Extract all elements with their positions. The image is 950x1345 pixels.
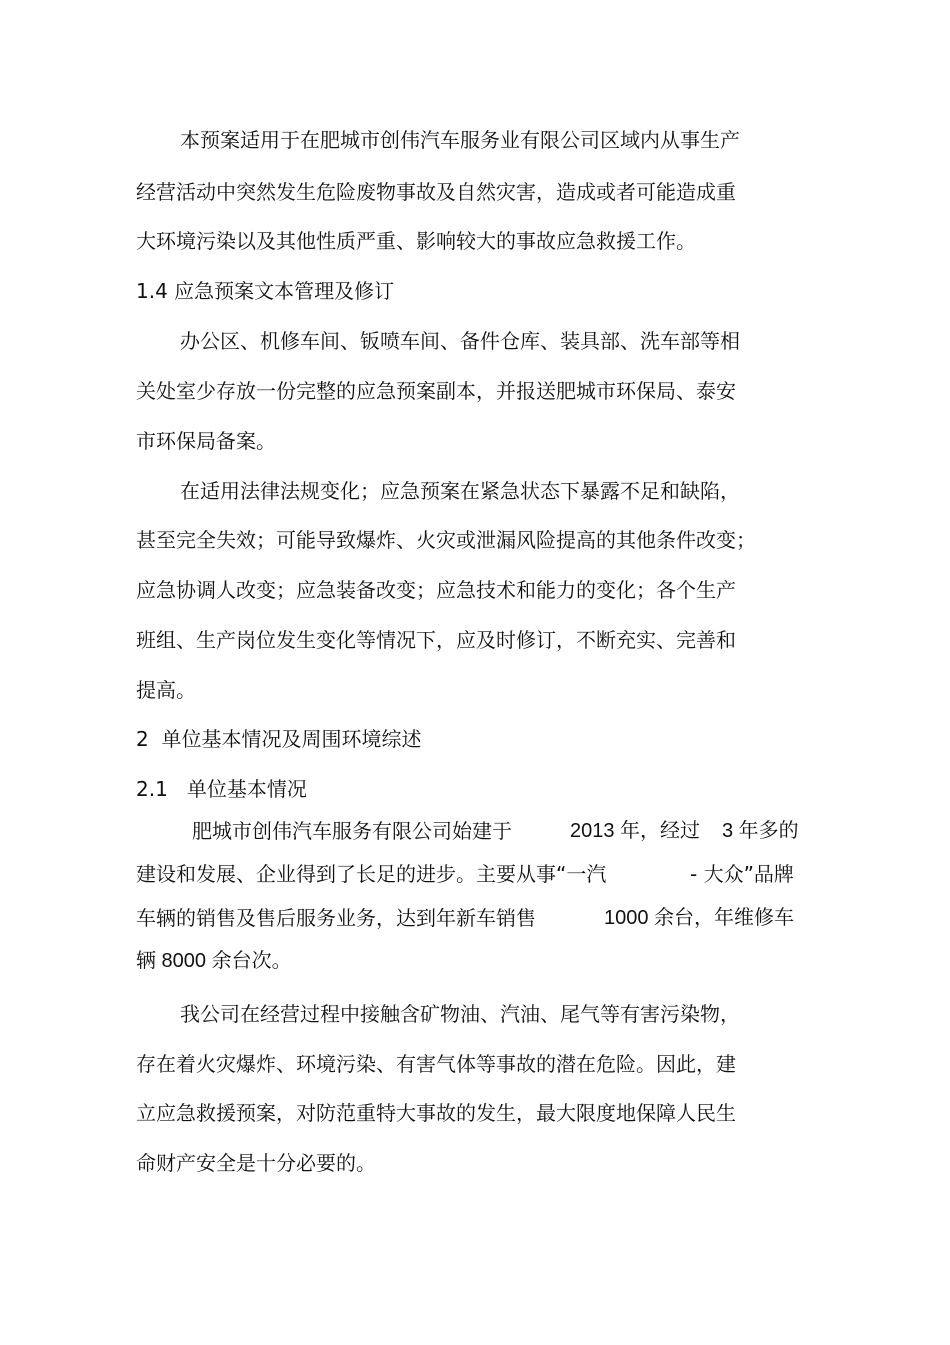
paragraph-revision-line-3: 应急协调人改变；应急装备改变；应急技术和能力的变化；各个生产 (136, 578, 736, 602)
paragraph-company-line-2b: - 大众”品牌 (690, 862, 794, 886)
paragraph-company-line-1a: 肥城市创伟汽车服务有限公司始建于 (192, 819, 512, 843)
paragraph-revision-line-5: 提高。 (136, 678, 196, 702)
section-heading-1-4: 1.4 应急预案文本管理及修订 (136, 279, 395, 303)
paragraph-storage-line-2: 关处室少存放一份完整的应急预案副本，并报送肥城市环保局、泰安 (136, 379, 736, 403)
paragraph-scope-line-1: 本预案适用于在肥城市创伟汽车服务业有限公司区域内从事生产 (180, 128, 740, 152)
paragraph-storage-line-1: 办公区、机修车间、钣喷车间、备件仓库、装具部、洗车部等相 (180, 329, 740, 353)
paragraph-risk-line-2: 存在着火灾爆炸、环境污染、有害气体等事故的潜在危险。因此，建 (136, 1052, 736, 1076)
paragraph-revision-line-2: 甚至完全失效；可能导致爆炸、火灾或泄漏风险提高的其他条件改变； (136, 528, 756, 552)
paragraph-company-line-1c: 3 年多的 (722, 820, 799, 842)
paragraph-risk-line-1: 我公司在经营过程中接触含矿物油、汽油、尾气等有害污染物， (180, 1002, 740, 1026)
paragraph-scope-line-2: 经营活动中突然发生危险废物事故及自然灾害，造成或者可能造成重 (136, 180, 736, 204)
paragraph-scope-line-3: 大环境污染以及其他性质严重、影响较大的事故应急救援工作。 (136, 229, 696, 253)
paragraph-risk-line-4: 命财产安全是十分必要的。 (136, 1151, 376, 1175)
paragraph-revision-line-4: 班组、生产岗位发生变化等情况下，应及时修订，不断充实、完善和 (136, 628, 736, 652)
paragraph-company-line-1b: 2013 年，经过 (570, 820, 701, 842)
paragraph-company-line-2a: 建设和发展、企业得到了长足的进步。主要从事“一汽 (136, 862, 607, 886)
paragraph-risk-line-3: 立应急救援预案，对防范重特大事故的发生，最大限度地保障人民生 (136, 1101, 736, 1125)
paragraph-company-line-3a: 车辆的销售及售后服务业务，达到年新车销售 (136, 906, 536, 930)
paragraph-company-line-4: 辆 8000 余台次。 (136, 950, 292, 972)
paragraph-storage-line-3: 市环保局备案。 (136, 429, 276, 453)
paragraph-company-line-3b: 1000 余台，年维修车 (604, 907, 795, 929)
section-heading-2: 2 单位基本情况及周围环境综述 (136, 727, 422, 751)
section-heading-2-1: 2.1 单位基本情况 (136, 777, 307, 801)
paragraph-revision-line-1: 在适用法律法规变化；应急预案在紧急状态下暴露不足和缺陷， (180, 479, 740, 503)
